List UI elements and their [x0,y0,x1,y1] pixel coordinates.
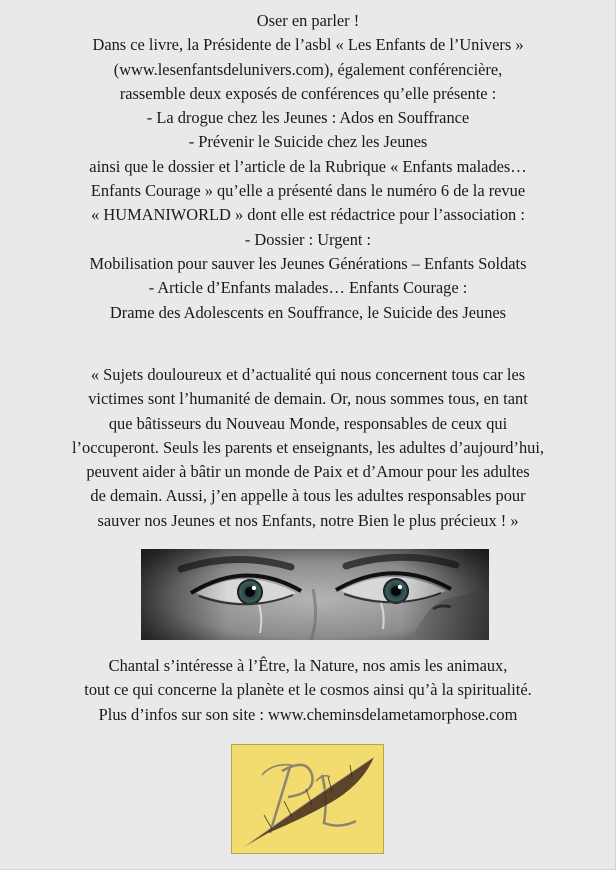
quote-line: « Sujets douloureux et d’actualité qui nous concernent tous car les [90,365,526,384]
description-line: Enfants Courage » qu’elle a présenté dans le numéro 6 de la revue [90,181,526,201]
bio-line: tout ce qui concerne la planète et le cosmos ainsi qu’à la spiritualité. [84,680,532,700]
description-line: rassemble deux exposés de conférences qu’elle présente : [119,83,497,103]
lecture-item: - La drogue chez les Jeunes : Ados en Souffrance [146,108,470,128]
quote-line: l’occuperont. Seuls les parents et enseignants, les adultes d’aujourd’hui, [71,437,544,457]
author-quote [0,363,616,533]
author-monogram-logo [231,744,384,854]
book-description [0,9,616,325]
dossier-item: - Dossier : Urgent : [244,229,372,249]
author-bio [0,654,616,727]
quote-line: victimes sont l’humanité de demain. Or, nous sommes tous, en tant [88,389,528,409]
website-line: Plus d’infos sur son site : www.cheminsdelametamorphose.com [98,704,518,724]
bio-line: Chantal s’intéresse à l’Être, la Nature, nos amis les animaux, [108,656,508,675]
crying-eyes-photo [141,549,489,640]
article-title: Drame des Adolescents en Souffrance, le Suicide des Jeunes [109,302,507,322]
quote-line: que bâtisseurs du Nouveau Monde, responsables de ceux qui [108,413,508,433]
quote-line: peuvent aider à bâtir un monde de Paix et d’Amour pour les adultes [86,462,530,482]
description-line: Dans ce livre, la Présidente de l’asbl « Les Enfants de l’Univers » [92,35,524,55]
cover-heading: Oser en parler ! [256,11,360,30]
lecture-item: - Prévenir le Suicide chez les Jeunes [188,132,428,152]
quote-line: de demain. Aussi, j’en appelle à tous les adultes responsables pour [90,486,526,506]
description-line: « HUMANIWORLD » dont elle est rédactrice pour l’association : [91,205,525,225]
description-line: ainsi que le dossier et l’article de la Rubrique « Enfants malades… [89,156,527,176]
dossier-title: Mobilisation pour sauver les Jeunes Générations – Enfants Soldats [89,253,527,273]
description-line: (www.lesenfantsdelunivers.com), également conférencière, [113,59,503,79]
quote-line: sauver nos Jeunes et nos Enfants, notre Bien le plus précieux ! » [97,510,519,530]
article-item: - Article d’Enfants malades… Enfants Courage : [148,278,468,298]
